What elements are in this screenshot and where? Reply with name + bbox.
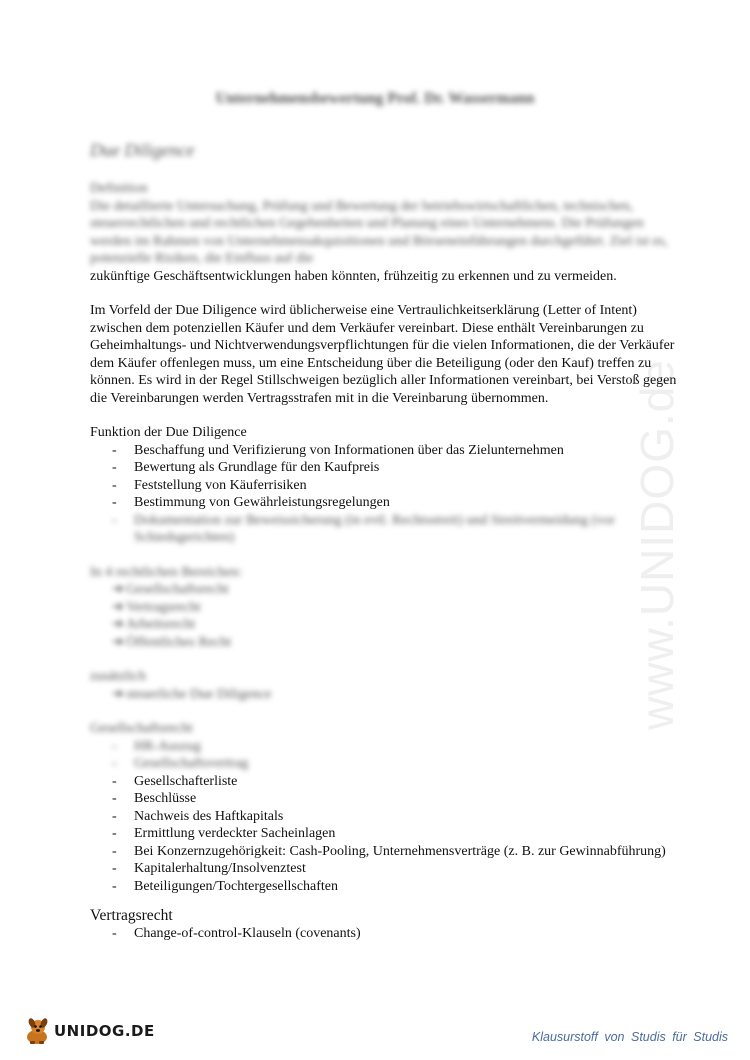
list-item: - Bei Konzernzugehörigkeit: Cash-Pooling, Unternehmensverträge (z. B. zur Gewinnabführung) xyxy=(90,843,680,861)
list-item: - HR-Auszug xyxy=(90,738,680,756)
gesellschaftsrecht-heading: Gesellschaftsrecht xyxy=(90,721,193,736)
list-item: ➔ steuerliche Due Diligence xyxy=(112,686,272,702)
bereiche-list xyxy=(90,581,680,651)
list-item: - Bestimmung von Gewährleistungsregelungen xyxy=(90,494,680,512)
document-subtitle: Due Diligence xyxy=(90,140,195,160)
unidog-logo[interactable] xyxy=(22,1016,155,1046)
list-item: - Beschlüsse xyxy=(90,790,680,808)
document-title: Unternehmensbewertung Prof. Dr. Wassermann xyxy=(215,90,535,107)
list-item: ➔ Gesellschaftsrecht xyxy=(112,582,229,597)
list-item: - Bewertung als Grundlage für den Kaufpreis xyxy=(90,459,680,477)
list-item: ➔ Arbeitsrecht xyxy=(112,617,196,632)
dog-mascot-icon xyxy=(22,1016,52,1046)
definition-heading: Definition xyxy=(90,181,148,196)
arrow-icon: ➔ xyxy=(112,686,124,702)
list-item: ➔ Vertragsrecht xyxy=(112,599,201,615)
arrow-icon: ➔ xyxy=(112,634,124,650)
vertical-watermark: www.UNIDOG.de xyxy=(631,359,683,730)
arrow-icon: ➔ xyxy=(112,599,124,615)
definition-text: Die detaillierte Untersuchung, Prüfung und Bewertung der betriebswirtschaftlichen, technischen, steuerrechtlichen und rechtlichen Gegebenheiten und Planung eines Unternehmens. Die Prüfungen werden im Rahmen von Unternehmensakquisitionen und Börseneinführungen durchgeführt. Ziel ist es, potenzielle Risiken, die Einfluss auf die xyxy=(90,198,668,266)
list-item: - Gesellschaftsvertrag xyxy=(90,755,680,773)
definition-visible-line: zukünftige Geschäftsentwicklungen haben könnten, frühzeitig zu erkennen und zu vermeiden. xyxy=(90,268,617,284)
funktion-list xyxy=(90,442,680,547)
footer-tagline: Klausurstoff von Studis für Studis xyxy=(531,1030,728,1044)
document-body xyxy=(90,180,680,942)
list-item: - Nachweis des Haftkapitals xyxy=(90,808,680,826)
list-item: - Dokumentation zur Beweissicherung (in evtl. Rechtsstreit) und Streitvermeidung (vor Schiedsgerichten) xyxy=(90,512,680,547)
arrow-icon: ➔ xyxy=(112,582,124,597)
arrow-icon: ➔ xyxy=(112,617,124,632)
zusaetzlich-heading: zusätzlich xyxy=(90,669,146,684)
list-item: - Kapitalerhaltung/Insolvenztest xyxy=(90,860,680,878)
list-item: - Feststellung von Käuferrisiken xyxy=(90,477,680,495)
vertragsrecht-list xyxy=(90,925,680,943)
list-item: - Gesellschafterliste xyxy=(90,773,680,791)
bereiche-heading: In 4 rechtlichen Bereichen: xyxy=(90,564,242,580)
vertragsrecht-heading: Vertragsrecht xyxy=(90,907,173,924)
zusaetzlich-list xyxy=(90,686,680,704)
list-item: - Beteiligungen/Tochtergesellschaften xyxy=(90,878,680,896)
list-item: - Ermittlung verdeckter Sacheinlagen xyxy=(90,825,680,843)
letter-of-intent-paragraph: Im Vorfeld der Due Diligence wird üblicherweise eine Vertraulichkeitserklärung (Letter of Intent) zwischen dem potenziellen Käufer und dem Verkäufer vereinbart. Diese enthält Vereinbarungen zu Geheimhaltungs- und Nichtverwendungsverpflichtungen für die vielen Informationen, die der Verkäufer dem Käufer offenlegen muss, um eine Entscheidung über die Beteiligung (oder den Kauf) treffen zu können. Es wird in der Regel Stillschweigen bezüglich aller Informationen vereinbart, bei Verstoß gegen die Vereinbarungen werden Vertragsstrafen mit in die Vereinbarung übernommen. xyxy=(90,303,677,406)
list-item: - Beschaffung und Verifizierung von Informationen über das Zielunternehmen xyxy=(90,442,680,460)
list-item: - Change-of-control-Klauseln (covenants) xyxy=(90,925,680,943)
logo-text: UNIDOG.DE xyxy=(54,1022,155,1040)
funktion-heading: Funktion der Due Diligence xyxy=(90,425,247,440)
gesellschaftsrecht-list xyxy=(90,738,680,896)
list-item: ➔ Öffentliches Recht xyxy=(112,634,232,650)
bereiche-section xyxy=(90,564,680,738)
